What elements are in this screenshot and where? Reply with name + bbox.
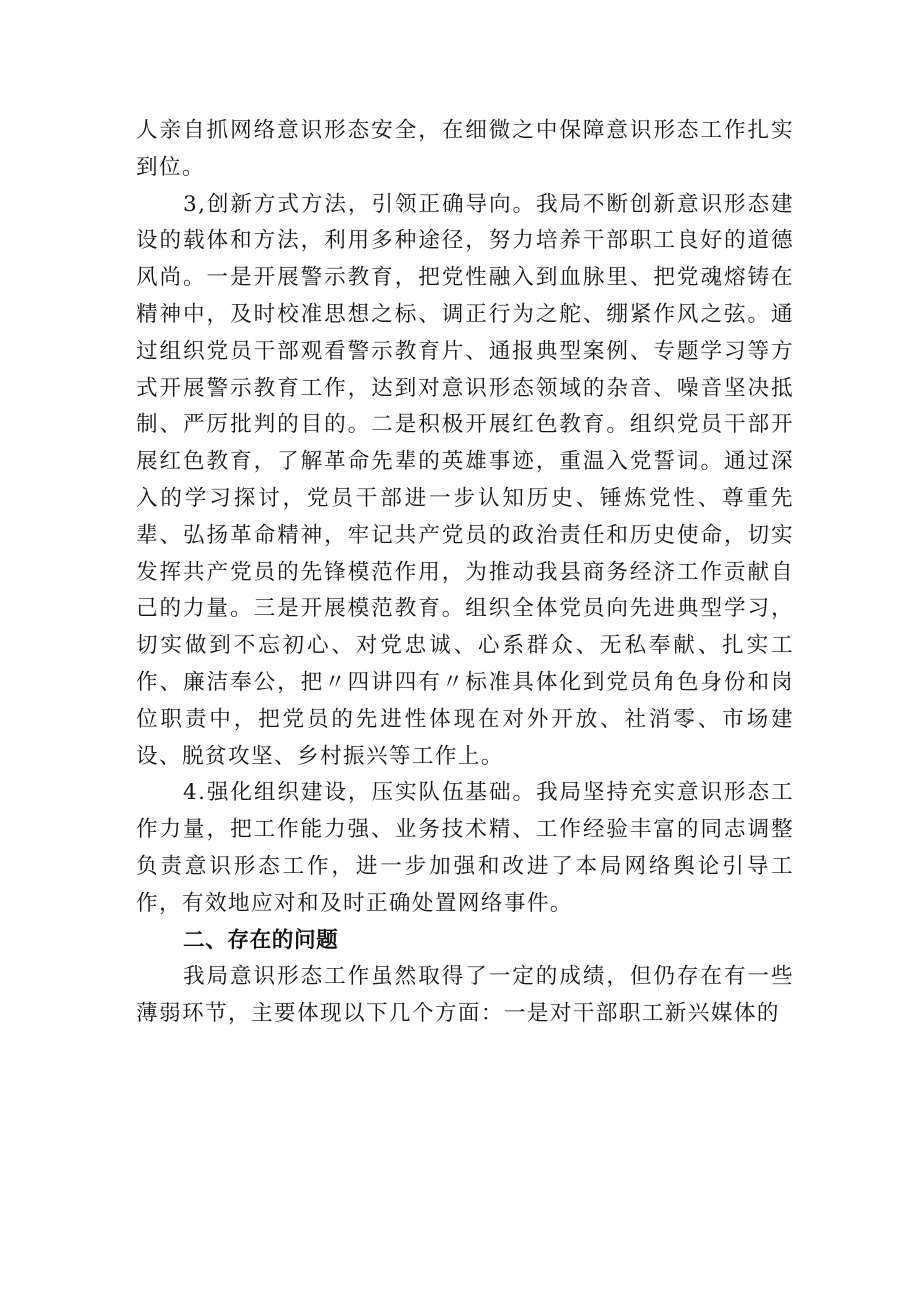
paragraph-item-3: 3,创新方式方法，引领正确导向。我局不断创新意识形态建设的载体和方法，利用多种途径，努力培养干部职工良好的道德风尚。一是开展警示教育，把党性融入到血脉里、把党魂熔铸在精神中，及时校准思想之标、调正行为之舵、绷紧作风之弦。通过组织党员干部观看警示教育片、通报典型案例、专题学习等方式开展警示教育工作，达到对意识形态领域的杂音、噪音坚决抵制、严厉批判的目的。二是积极开展红色教育。组织党员干部开展红色教育，了解革命先辈的英雄事迹，重温入党誓词。通过深入的学习探讨，党员干部进一步认知历史、锤炼党性、尊重先辈、弘扬革命精神，牢记共产党员的政治责任和历史使命，切实发挥共产党员的先锋模范作用，为推动我县商务经济工作贡献自己的力量。三是开展模范教育。组织全体党员向先进典型学习，切实做到不忘初心、对党忠诚、心系群众、无私奉献、扎实工作、廉洁奉公，把〃四讲四有〃标准具体化到党员角色身份和岗位职责中，把党员的先进性体现在对外开放、社消零、市场建设、脱贫攻坚、乡村振兴等工作上。 xyxy=(136,191,794,769)
paragraph-continuation: 人亲自抓网络意识形态安全，在细微之中保障意识形态工作扎实到位。 xyxy=(136,118,794,180)
paragraph-item-4: 4.强化组织建设，压实队伍基础。我局坚持充实意识形态工作力量，把工作能力强、业务技术精、工作经验丰富的同志调整负责意识形态工作，进一步加强和改进了本局网络舆论引导工作，有效地应对和及时正确处置网络事件。 xyxy=(136,780,794,916)
section-heading: 二、存在的问题 xyxy=(183,927,339,953)
document-body xyxy=(136,113,794,1033)
paragraph-problems-intro: 我局意识形态工作虽然取得了一定的成绩，但仍存在有一些薄弱环节，主要体现以下几个方面：一是对干部职工新兴媒体的 xyxy=(136,964,794,1027)
